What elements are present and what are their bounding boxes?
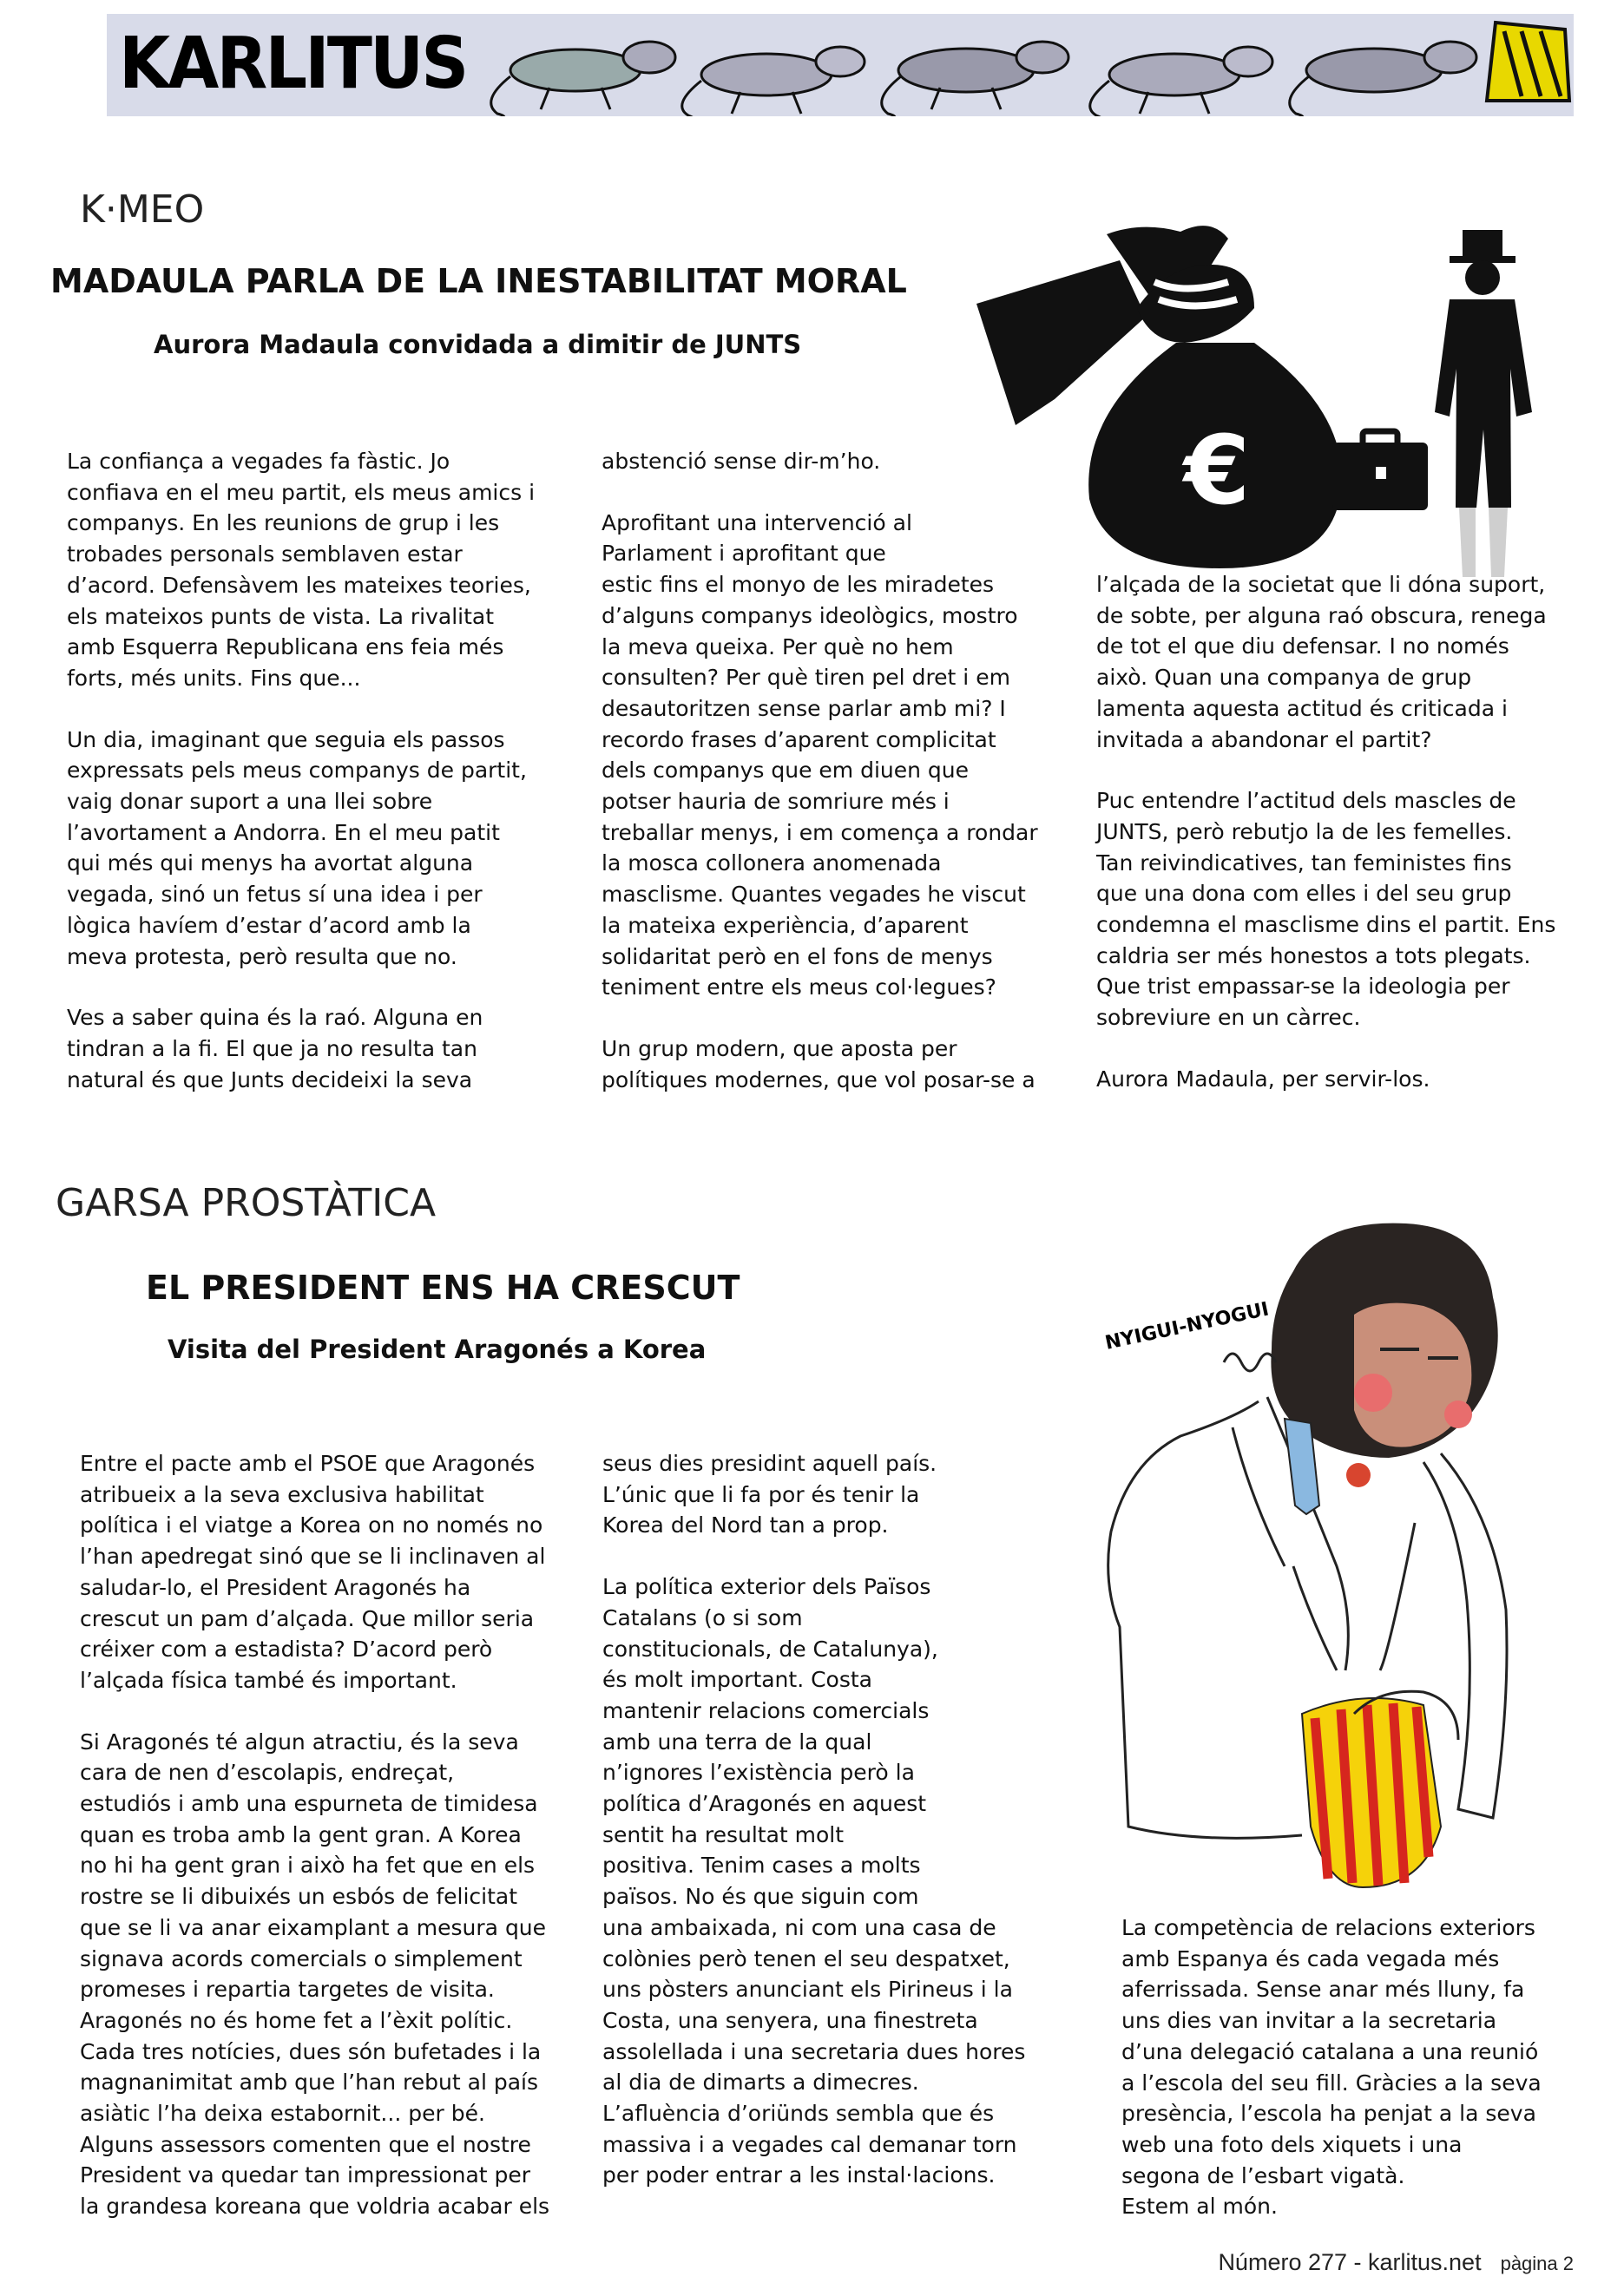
paragraph: La competència de relacions exteriors amb Espanya és cada vegada més aferrissada. Sense anar més lluny, fa uns dies van invitar a la secretaria d’una delegació catalana a una reunió a l’escola del seu fill. Gràcies a la seva presència, l’escola ha penjat a la seva web una foto dels xiquets i una segona de l’esbart vigatà. Estem al món. bbox=[1121, 1915, 1542, 2220]
masthead-title: KARLITUS bbox=[119, 23, 467, 105]
paragraph: La confiança a vegades fa fàstic. Jo confiava en el meu partit, els meus amics i companys. En les reunions de grup i les trobades personals semblaven estar d’acord. Defensàvem les mateixes teories, els mateixos punts de vista. La rivalitat amb Esquerra Republicana ens feia més forts, més units. Fins que... bbox=[67, 449, 536, 691]
paragraph: Aurora Madaula, per servir-los. bbox=[1096, 1066, 1430, 1092]
euro-symbol: € bbox=[1183, 415, 1251, 526]
paragraph: l’alçada de la societat que li dóna suport, de sobte, per alguna raó obscura, renega de tot el que diu defensar. I no només això. Quan una companya de grup lamenta aquesta actitud és criticada i invitada a abandonar el partit? bbox=[1096, 572, 1547, 752]
article-column-3 bbox=[1121, 1912, 1590, 2222]
paragraph: Si Aragonés té algun atractiu, és la seva cara de nen d’escolapis, endreçat, estudiós i amb una espurneta de timidesa quan es troba amb la gent gran. A Korea no hi ha gent gran i això ha fet que en els rostre se li dibuixés un esbós de felicitat que se li va anar eixamplant a mesura que signava acords comercials o simplement promeses i repartia targetes de visita. Aragonés no és home fet a l’èxit polític. Cada tres notícies, dues són bufetades i la magnanimitat amb que l’han rebut al país asiàtic l’ha deixa estabornit... per bé. Alguns assessors comenten que el nostre President va quedar tan impressionat per la grandesa koreana que voldria acabar els bbox=[80, 1729, 550, 2220]
rose-icon bbox=[1346, 1463, 1371, 1487]
article-column-2 bbox=[602, 1448, 1088, 2191]
article-column-2 bbox=[602, 446, 1070, 1095]
paragraph: Aprofitant una intervenció al Parlament i aprofitant que estic fins el monyo de les miradetes d’alguns companys ideològics, mostro la meva queixa. Per què no hem consulten? Per què tiren pel dret i em desautoritzen sense parlar amb mi? I recordo frases d’aparent complicitat dels companys que em diuen que potser hauria de somriure més i treballar menys, i em comença a rondar la mosca collonera anomenada masclisme. Quantes vegades he viscut la mateixa experiència, d’aparent solidaritat però en el fons de menys teniment entre els meus col·legues? bbox=[602, 509, 1038, 1000]
article-subhead: Aurora Madaula convidada a dimitir de JUNTS bbox=[154, 330, 802, 359]
paragraph: abstenció sense dir-m’ho. bbox=[602, 449, 881, 474]
page-number: pàgina 2 bbox=[1500, 2253, 1574, 2274]
paragraph: seus dies presidint aquell país. L’únic que li fa por és tenir la Korea del Nord tan a prop. bbox=[602, 1451, 937, 1538]
article-subhead: Visita del President Aragonés a Korea bbox=[168, 1335, 707, 1364]
paragraph: La política exterior dels Països Catalans (o si som constitucionals, de Catalunya), és molt important. Costa mantenir relacions comercials amb una terra de la qual n’ignores l’existència però la política d’Aragonés en aquest sentit ha resultat molt positiva. Tenim cases a molts països. No és que siguin com una ambaixada, ni com una casa de colònies però tenen el seu despatxet, uns pòsters anunciant els Pirineus i la Costa, una senyera, una finestreta assolellada i una secretaria dues hores al dia de dimarts a dimecres. L’afluència d’oriünds sembla que és massiva i a vegades cal demanar torn per poder entrar a les instal·lacions. bbox=[602, 1574, 1026, 2188]
rats-banner-icon bbox=[480, 14, 1574, 116]
section-label: K·MEO bbox=[80, 187, 205, 232]
businessman-silhouette-icon bbox=[1435, 230, 1532, 577]
article-column-1 bbox=[80, 1448, 601, 2222]
paragraph: Un dia, imaginant que seguia els passos expressats pels meus companys de partit, vaig donar suport a una llei sobre l’avortament a Andorra. En el meu patit qui més qui menys ha avortat alguna vegada, sinó un fetus sí una idea i per lògica havíem d’estar d’acord amb la meva protesta, però resulta que no. bbox=[67, 726, 527, 969]
paragraph: Entre el pacte amb el PSOE que Aragonés atribueix a la seva exclusiva habilitat política i el viatge a Korea on no només no l’han apedregat sinó que se li inclinaven al saludar-lo, el President Aragonés ha crescut un pam d’alçada. Que millor seria créixer com a estadista? D’acord però l’alçada física també és important. bbox=[80, 1451, 546, 1693]
nyigui-nyogui-caption: NYIGUI-NYOGUI bbox=[1103, 1298, 1272, 1355]
article-headline: EL PRESIDENT ENS HA CRESCUT bbox=[146, 1269, 740, 1307]
paragraph: Puc entendre l’actitud dels mascles de JUNTS, però rebutjo la de les femelles. Tan reivindicatives, tan feministes fins que una dona com elles i del seu grup condemna el masclisme dins el partit. Ens caldria ser més honestos a tots plegats. Que trist empassar-se la ideologia per sobreviure en un càrrec. bbox=[1096, 788, 1556, 1031]
article-column-3 bbox=[1096, 569, 1582, 1095]
masthead bbox=[107, 14, 1574, 116]
issue-label: Número 277 - karlitus.net bbox=[1218, 2249, 1482, 2275]
article-column-1 bbox=[67, 446, 570, 1095]
paragraph: Un grup modern, que aposta per polítiques modernes, que vol posar-se a bbox=[602, 1035, 1036, 1092]
article-headline: MADAULA PARLA DE LA INESTABILITAT MORAL bbox=[50, 262, 907, 300]
briefcase-icon bbox=[1332, 431, 1428, 510]
senyera-flag-icon bbox=[1302, 1698, 1441, 1887]
section-label: GARSA PROSTÀTICA bbox=[56, 1181, 437, 1225]
page-footer bbox=[1218, 2249, 1574, 2276]
paragraph: Ves a saber quina és la raó. Alguna en tindran a la fi. El que ja no resulta tan natural és que Junts decideixi la seva bbox=[67, 1005, 483, 1092]
